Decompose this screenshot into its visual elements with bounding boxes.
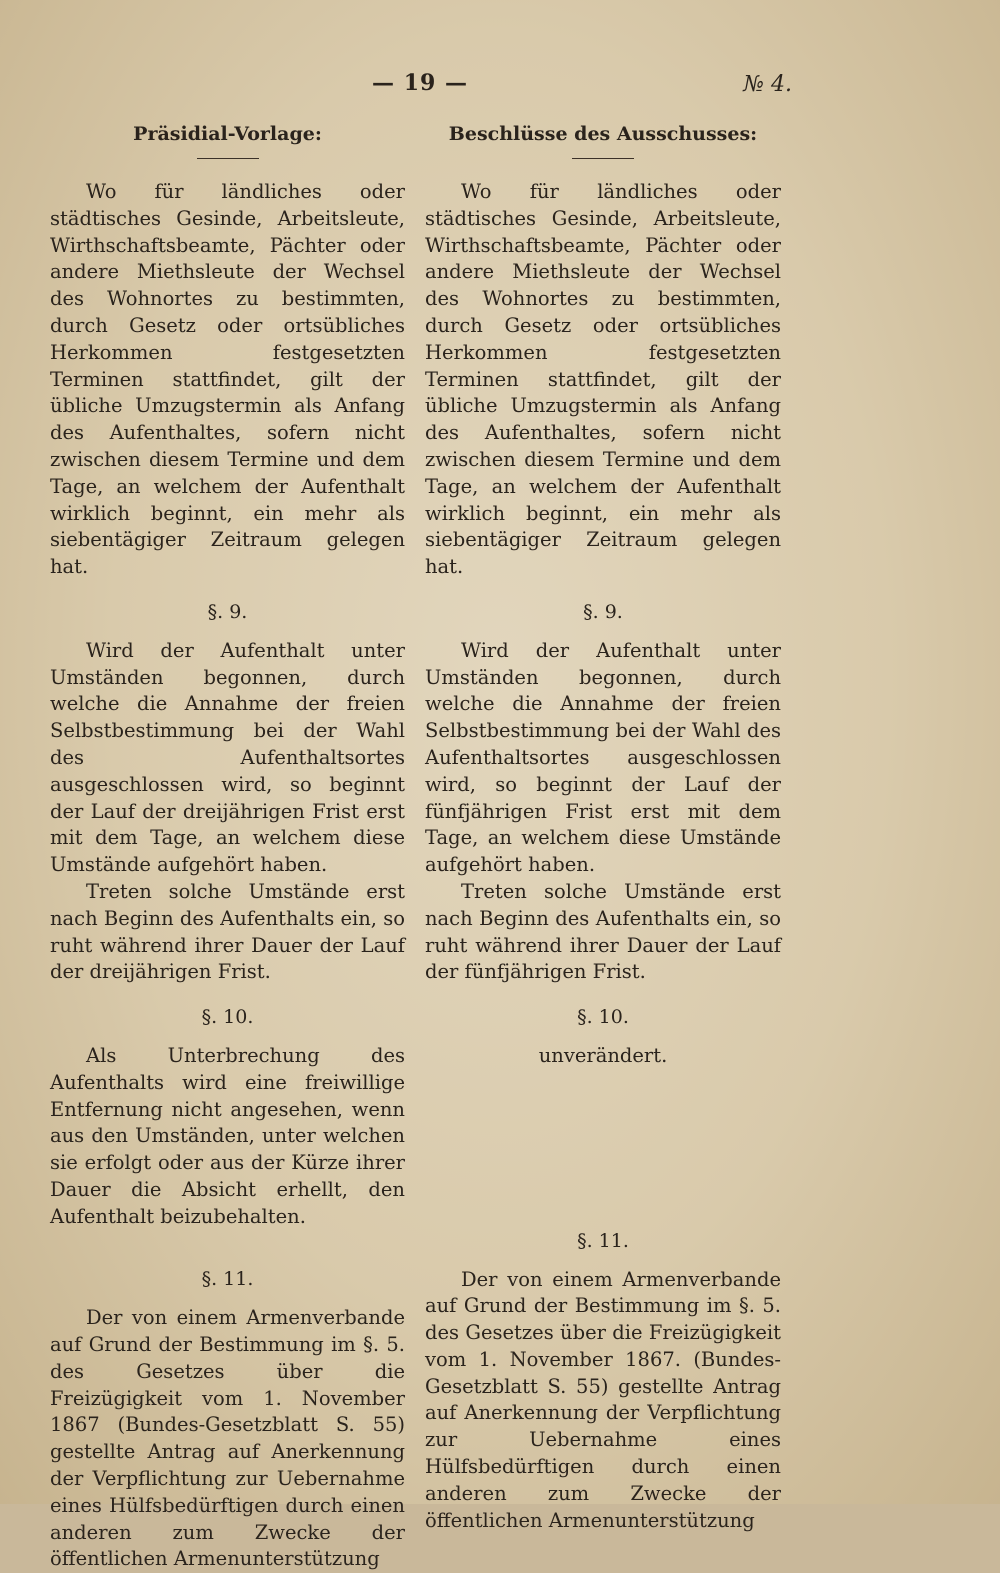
left-heading-rule (197, 158, 259, 159)
left-column-heading: Präsidial-Vorlage: (133, 123, 322, 145)
right-column-heading: Beschlüsse des Ausschusses: (448, 123, 758, 145)
left-section-9-paragraph-2: Treten solche Umstände erst nach Beginn des Aufenthalts ein, so ruht während ihrer Dauer der Lauf der dreijährigen Frist. (50, 879, 405, 984)
left-section-11-paragraph: Der von einem Armenverbande auf Grund der Bestimmung im §. 5. des Gesetzes über die Freizügigkeit vom 1. November 1867 (Bundes-Gesetzblatt S. 55) gestellte Antrag auf Anerkennung der Verpflichtung zur Uebernahme eines Hülfsbedürftigen durch einen anderen zum Zwecke der öffentlichen Armenunterstützung (50, 1306, 405, 1571)
left-section-9-paragraph-1: Wird der Aufenthalt unter Umständen begonnen, durch welche die Annahme der freien Selbstbestimmung bei der Wahl des Aufenthaltsortes ausgeschlossen wird, so beginnt der Lauf der dreijährigen Frist erst mit dem Tage, an welchem diese Umstände aufgehört haben. (50, 638, 405, 877)
left-intro-paragraph: Wo für ländliches oder städtisches Gesinde, Arbeitsleute, Wirthschaftsbeamte, Pächter oder andere Miethsleute der Wechsel des Wohnortes zu bestimmten, durch Gesetz oder ortsübliches Herkommen festgesetzten Terminen stattfindet, gilt der übliche Umzugstermin als Anfang des Aufenthaltes, sofern nicht zwischen diesem Termine und dem Tage, an welchem der Aufenthalt wirklich beginnt, ein mehr als siebentägiger Zeitraum gelegen hat. (50, 180, 405, 579)
right-section-9-title: §. 9. (583, 600, 623, 623)
left-section-10-title: §. 10. (201, 1006, 254, 1029)
right-section-10-title: §. 10. (577, 1006, 629, 1029)
right-section-11-title: §. 11. (577, 1229, 629, 1252)
right-spacer (425, 1070, 781, 1210)
left-section-11-title: §. 11. (201, 1268, 254, 1291)
right-section-9-paragraph-2: Treten solche Umstände erst nach Beginn des Aufenthalts ein, so ruht während ihrer Dauer der Lauf der fünfjährigen Frist. (425, 879, 781, 984)
left-spacer (50, 1230, 405, 1248)
right-column-committee-resolutions (425, 120, 781, 1534)
right-heading-rule (572, 158, 634, 159)
left-section-10-paragraph: Als Unterbrechung des Aufenthalts wird eine freiwillige Entfernung nicht angesehen, wenn aus den Umständen, unter welchen sie erfolgt oder aus der Kürze ihrer Dauer die Absicht erhellt, den Aufenthalt beizubehalten. (50, 1043, 405, 1228)
left-section-9-title: §. 9. (207, 600, 248, 623)
right-section-11-paragraph: Der von einem Armenverbande auf Grund der Bestimmung im §. 5. des Gesetzes über die Freizügigkeit vom 1. November 1867. (Bundes-Gesetzblatt S. 55) gestellte Antrag auf Anerkennung der Verpflichtung zur Uebernahme eines Hülfsbedürftigen durch einen anderen zum Zwecke der öffentlichen Armenunterstützung (425, 1267, 781, 1532)
right-intro-paragraph: Wo für ländliches oder städtisches Gesinde, Arbeitsleute, Wirthschaftsbeamte, Pächter oder andere Miethsleute der Wechsel des Wohnortes zu bestimmten, durch Gesetz oder ortsübliches Herkommen festgesetzten Terminen stattfindet, gilt der übliche Umzugstermin als Anfang des Aufenthaltes, sofern nicht zwischen diesem Termine und dem Tage, an welchem der Aufenthalt wirklich beginnt, ein mehr als siebentägiger Zeitraum gelegen hat. (425, 180, 781, 579)
page-number: — 19 — (372, 70, 468, 96)
right-section-9-paragraph-1: Wird der Aufenthalt unter Umständen begonnen, durch welche die Annahme der freien Selbstbestimmung bei der Wahl des Aufenthaltsortes ausgeschlossen wird, so beginnt der Lauf der fünfjährigen Frist erst mit dem Tage, an welchem diese Umstände aufgehört haben. (425, 638, 781, 877)
right-section-10-unchanged-note: unverändert. (538, 1043, 668, 1067)
left-column-presidial-proposal (50, 120, 405, 1573)
document-number: № 4. (743, 72, 792, 97)
